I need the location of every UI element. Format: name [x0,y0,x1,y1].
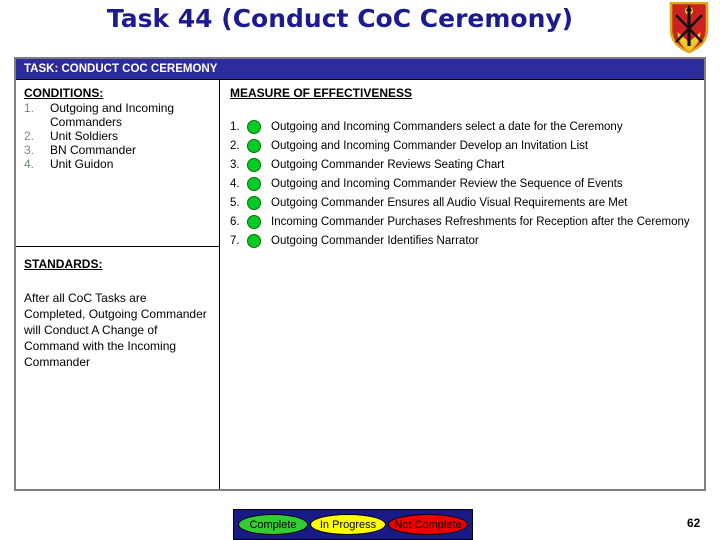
page-number: 62 [687,516,701,530]
item-number: 3. [24,143,35,157]
item-number: 3. [230,158,240,171]
item-text: Outgoing Commander Identifies Narrator [271,234,479,247]
item-text: BN Commander [50,143,137,157]
list-item [230,155,700,174]
page-title: Task 44 (Conduct CoC Ceremony) [106,4,574,33]
legend-in-progress-badge: In Progress [310,514,386,535]
status-complete-icon [247,120,261,134]
item-number: 1. [24,101,35,115]
item-number: 2. [230,139,240,152]
status-complete-icon [247,139,261,153]
conditions-heading: CONDITIONS: [24,86,104,100]
conditions-list [24,101,213,171]
item-text: Incoming Commander Purchases Refreshments for Reception after the Ceremony [271,215,690,228]
list-item [230,136,700,155]
table-header: TASK: CONDUCT COC CEREMONY [16,59,704,80]
standards-cell [16,247,219,489]
item-number: 7. [230,234,240,247]
legend-not-complete-badge: Not Complete [388,514,468,535]
status-complete-icon [247,177,261,191]
item-number: 6. [230,215,240,228]
task-table [14,57,706,491]
item-number: 4. [230,177,240,190]
status-legend [233,509,473,540]
conditions-cell [16,80,219,247]
item-number: 5. [230,196,240,209]
item-number: 4. [24,157,35,171]
item-text: Outgoing and Incoming Commanders select a date for the Ceremony [271,120,623,133]
moe-list [230,117,700,250]
legend-complete-badge: Complete [238,514,308,535]
unit-crest-icon [668,2,710,54]
list-item [24,143,213,157]
status-complete-icon [247,234,261,248]
list-item [24,101,213,129]
list-item [24,129,213,143]
list-item [230,193,700,212]
item-text: Outgoing Commander Reviews Seating Chart [271,158,505,171]
list-item [230,174,700,193]
status-complete-icon [247,215,261,229]
item-text: Outgoing Commander Ensures all Audio Visual Requirements are Met [271,196,628,209]
measure-of-effectiveness-cell [220,80,704,489]
item-text: Unit Soldiers [50,129,119,143]
status-complete-icon [247,196,261,210]
item-text: Outgoing and Incoming Commander Develop an Invitation List [271,139,589,152]
moe-heading: MEASURE OF EFFECTIVENESS [230,86,413,100]
list-item [230,231,700,250]
standards-heading: STANDARDS: [24,257,103,271]
standards-text: After all CoC Tasks are Completed, Outgoing Commander will Conduct A Change of Command with the Incoming Commander [24,291,207,369]
item-number: 2. [24,129,35,143]
left-column [16,80,220,489]
list-item [230,117,700,136]
item-text: Outgoing and Incoming Commanders [50,101,175,129]
item-number: 1. [230,120,240,133]
item-text: Unit Guidon [50,157,114,171]
status-complete-icon [247,158,261,172]
item-text: Outgoing and Incoming Commander Review the Sequence of Events [271,177,623,190]
list-item [230,212,700,231]
list-item [24,157,213,171]
